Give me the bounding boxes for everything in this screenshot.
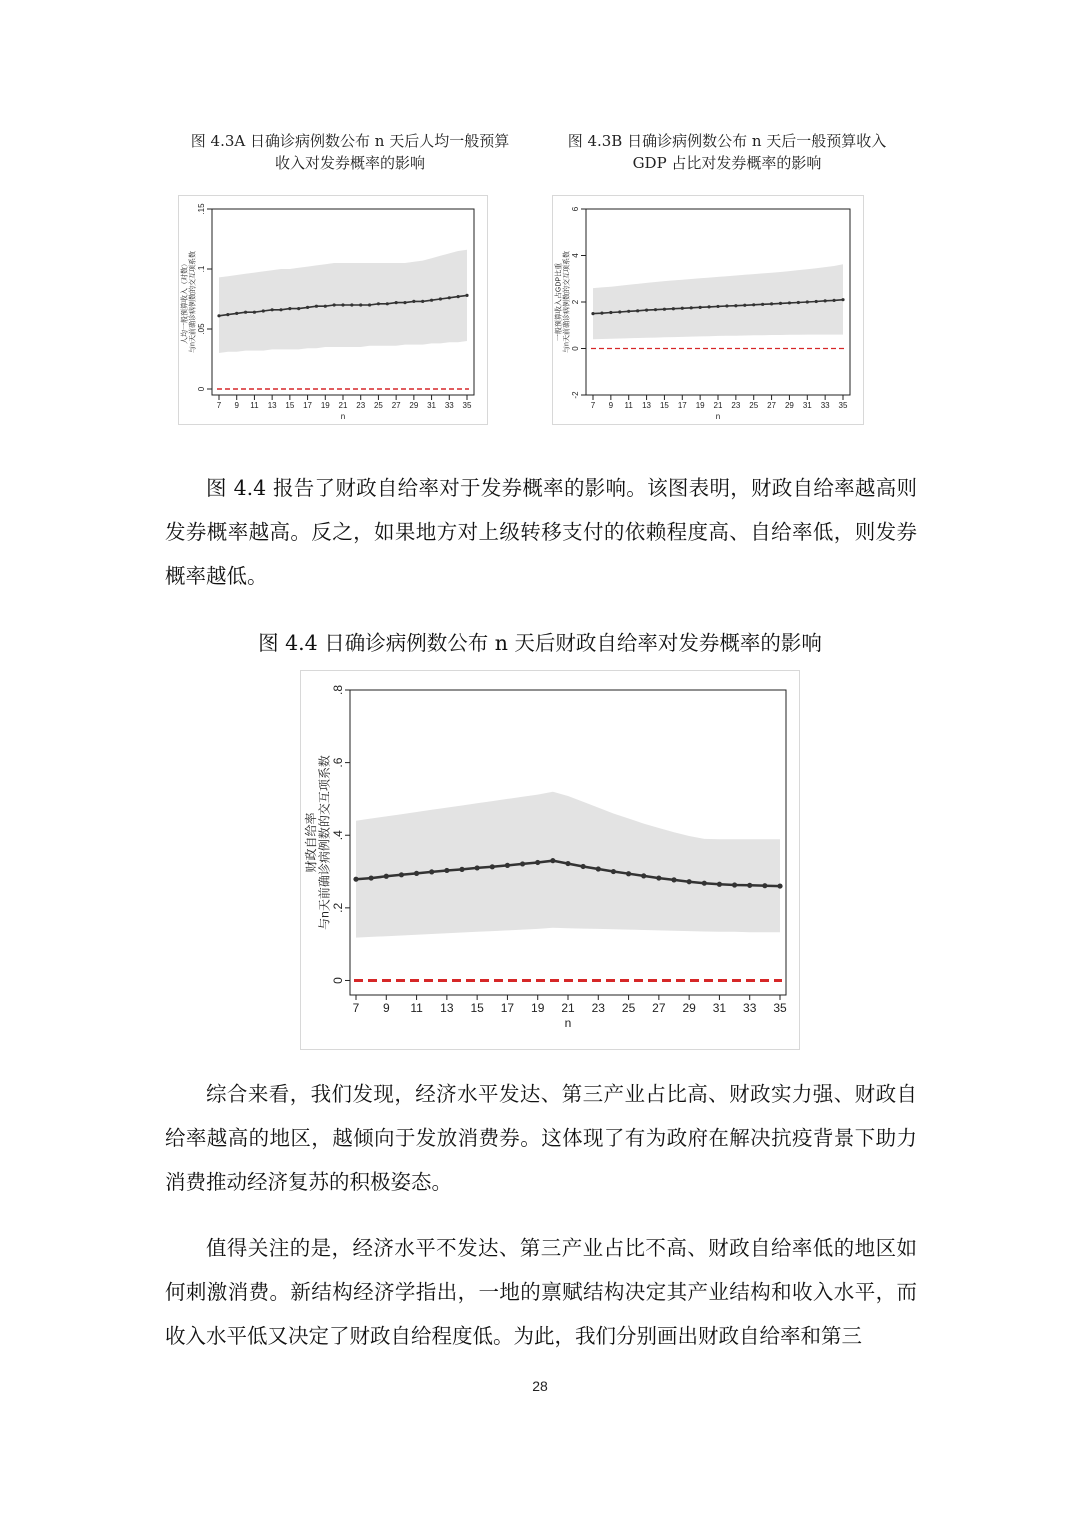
x-tick-label: 15 <box>659 401 669 410</box>
x-tick-label: 31 <box>802 401 812 410</box>
y-tick-label: .1 <box>197 265 206 273</box>
y-tick-label: .15 <box>197 203 206 215</box>
x-tick-label: 25 <box>373 401 383 410</box>
coefficient-point <box>429 869 434 874</box>
coefficient-point <box>430 299 433 302</box>
x-tick-label: 23 <box>591 1001 605 1015</box>
coefficient-point <box>752 303 755 306</box>
coefficient-point <box>226 313 229 316</box>
coefficient-point <box>475 865 480 870</box>
x-tick-label: 17 <box>677 401 687 410</box>
x-tick-label: 23 <box>731 401 741 410</box>
y-tick-label: .8 <box>331 684 345 696</box>
coefficient-point <box>656 875 661 880</box>
paragraph-3 <box>165 1226 917 1358</box>
coefficient-point <box>609 311 612 314</box>
coefficient-point <box>687 879 692 884</box>
coefficient-point <box>262 309 265 312</box>
coefficient-point <box>439 297 442 300</box>
coefficient-point <box>681 307 684 310</box>
x-axis-label: n <box>340 412 346 421</box>
coefficient-point <box>315 305 318 308</box>
x-tick-label: 33 <box>444 401 454 410</box>
x-tick-label: 21 <box>561 1001 575 1015</box>
y-tick-label: 6 <box>571 206 580 212</box>
coefficient-point <box>797 301 800 304</box>
x-tick-label: 15 <box>470 1001 484 1015</box>
coefficient-point <box>565 861 570 866</box>
coefficient-point <box>359 303 362 306</box>
y-tick-label: .4 <box>331 830 345 841</box>
coefficient-point <box>600 312 603 315</box>
x-tick-label: 13 <box>642 401 652 410</box>
coefficient-point <box>459 867 464 872</box>
coefficient-point <box>395 301 398 304</box>
coefficient-point <box>770 302 773 305</box>
coefficient-point <box>448 296 451 299</box>
coefficient-point <box>244 311 247 314</box>
x-tick-label: 11 <box>250 401 259 410</box>
x-tick-label: 7 <box>590 401 596 410</box>
coefficient-point <box>288 307 291 310</box>
coefficient-point <box>641 873 646 878</box>
coefficient-point <box>457 295 460 298</box>
x-tick-label: 35 <box>462 401 472 410</box>
coefficient-point <box>699 306 702 309</box>
x-tick-label: 27 <box>767 401 777 410</box>
coefficient-point <box>627 310 630 313</box>
paragraph-2 <box>165 1072 917 1204</box>
coefficient-point <box>369 875 374 880</box>
coefficient-point <box>465 294 468 297</box>
coefficient-point <box>535 860 540 865</box>
coefficient-point <box>444 868 449 873</box>
y-tick-label: .2 <box>331 902 345 913</box>
x-tick-label: 13 <box>440 1001 454 1015</box>
coefficient-point <box>253 311 256 314</box>
y-tick-label: .6 <box>331 757 345 768</box>
y-axis-label-line1: 一般预算收入占GDP比重 <box>555 262 563 342</box>
coefficient-point <box>384 874 389 879</box>
figure-b-caption-line1: 图 4.3B 日确诊病例数公布 n 天后一般预算收入 <box>567 132 887 150</box>
x-tick-label: 35 <box>838 401 848 410</box>
coefficient-point <box>377 302 380 305</box>
paragraph-2-text: 综合来看，我们发现，经济水平发达、第三产业占比高、财政实力强、财政自给率越高的地区，越倾向于发放消费券。这体现了有为政府在解决抗疫背景下助力消费推动经济复苏的积极姿态。 <box>165 1082 917 1194</box>
coefficient-point <box>581 864 586 869</box>
coefficient-point <box>412 300 415 303</box>
coefficient-point <box>421 300 424 303</box>
x-tick-label: 33 <box>820 401 830 410</box>
coefficient-point <box>671 877 676 882</box>
figure-main-title: 图 4.4 日确诊病例数公布 n 天后财政自给率对发券概率的影响 <box>258 631 822 655</box>
coefficient-point <box>297 307 300 310</box>
y-axis-label-line2: 与n天前确诊病例数的交互项系数 <box>317 755 332 930</box>
y-tick-label: 4 <box>571 253 580 258</box>
coefficient-point <box>235 312 238 315</box>
coefficient-point <box>618 310 621 313</box>
x-tick-label: 31 <box>427 401 437 410</box>
coefficient-point <box>341 303 344 306</box>
coefficient-point <box>716 305 719 308</box>
coefficient-point <box>747 883 752 888</box>
x-tick-label: 9 <box>382 1001 390 1015</box>
coefficient-point <box>732 882 737 887</box>
coefficient-point <box>611 869 616 874</box>
coefficient-point <box>761 303 764 306</box>
coefficient-point <box>672 307 675 310</box>
coefficient-point <box>505 863 510 868</box>
x-tick-label: 7 <box>216 401 222 410</box>
coefficient-point <box>306 306 309 309</box>
coefficient-point <box>386 302 389 305</box>
y-tick-label: -2 <box>571 391 580 399</box>
x-tick-label: 21 <box>338 401 348 410</box>
x-tick-label: 19 <box>695 401 705 410</box>
coefficient-point <box>550 858 555 863</box>
coefficient-point <box>734 304 737 307</box>
coefficient-point <box>832 299 835 302</box>
coefficient-point <box>217 314 220 317</box>
paragraph-1 <box>165 466 917 598</box>
x-axis-label: n <box>715 412 721 421</box>
coefficient-point <box>399 872 404 877</box>
x-tick-label: 19 <box>320 401 330 410</box>
coefficient-point <box>654 308 657 311</box>
x-tick-label: 25 <box>621 1001 636 1015</box>
x-tick-label: 11 <box>624 401 633 410</box>
coefficient-point <box>414 871 419 876</box>
coefficient-point <box>824 299 827 302</box>
chart-main <box>300 670 800 1050</box>
chart-a <box>178 195 488 425</box>
coefficient-point <box>841 298 844 301</box>
coefficient-point <box>490 864 495 869</box>
paragraph-3-text: 值得关注的是，经济水平不发达、第三产业占比不高、财政自给率低的地区如何刺激消费。新结构经济学指出，一地的禀赋结构决定其产业结构和收入水平，而收入水平低又决定了财政自给程度低。为此，我们分别画出财政自给率和第三 <box>165 1236 917 1348</box>
x-tick-label: 9 <box>234 401 239 410</box>
x-tick-label: 9 <box>608 401 614 410</box>
y-tick-label: .05 <box>197 323 206 335</box>
figure-a-caption-line1: 图 4.3A 日确诊病例数公布 n 天后人均一般预算 <box>190 132 510 150</box>
x-tick-label: 27 <box>391 401 401 410</box>
figure-b-caption <box>540 130 914 174</box>
x-tick-label: 17 <box>500 1001 515 1015</box>
coefficient-point <box>368 303 371 306</box>
coefficient-point <box>350 303 353 306</box>
x-tick-label: 13 <box>267 401 277 410</box>
x-tick-label: 19 <box>531 1001 545 1015</box>
coefficient-point <box>717 882 722 887</box>
coefficient-point <box>707 305 710 308</box>
x-tick-label: 31 <box>712 1001 727 1015</box>
y-axis-label-line2: 与n天前确诊病例数的交互项系数 <box>189 251 197 353</box>
coefficient-point <box>626 871 631 876</box>
coefficient-point <box>591 312 594 315</box>
x-tick-label: 33 <box>743 1001 757 1015</box>
coefficient-point <box>690 306 693 309</box>
x-tick-label: 27 <box>652 1001 666 1015</box>
coefficient-point <box>777 883 782 888</box>
y-tick-label: 0 <box>571 346 580 351</box>
y-tick-label: 0 <box>331 977 345 984</box>
coefficient-point <box>636 309 639 312</box>
x-tick-label: 15 <box>285 401 295 410</box>
coefficient-point <box>403 301 406 304</box>
x-tick-label: 35 <box>773 1001 787 1015</box>
y-axis-label-line1: 人均一般预算收入（对数） <box>181 260 189 344</box>
coefficient-point <box>815 300 818 303</box>
coefficient-point <box>743 304 746 307</box>
x-tick-label: 17 <box>303 401 313 410</box>
coefficient-point <box>324 305 327 308</box>
y-tick-label: 0 <box>197 386 206 392</box>
coefficient-point <box>725 304 728 307</box>
coefficient-point <box>596 866 601 871</box>
coefficient-point <box>663 308 666 311</box>
x-tick-label: 25 <box>749 401 759 410</box>
x-tick-label: 11 <box>410 1001 423 1015</box>
coefficient-point <box>279 308 282 311</box>
coefficient-point <box>520 861 525 866</box>
figure-b-caption-line2: GDP 占比对发券概率的影响 <box>632 154 822 172</box>
x-tick-label: 7 <box>352 1001 360 1015</box>
x-tick-label: 21 <box>713 401 723 410</box>
coefficient-point <box>271 308 274 311</box>
coefficient-point <box>806 300 809 303</box>
y-axis-label-line1: 财政自给率 <box>303 812 318 873</box>
x-tick-label: 29 <box>409 401 419 410</box>
coefficient-point <box>779 302 782 305</box>
paragraph-1-text: 图 4.4 报告了财政自给率对于发券概率的影响。该图表明，财政自给率越高则发券概率越高。反之，如果地方对上级转移支付的依赖程度高、自给率低，则发券概率越低。 <box>165 476 917 588</box>
coefficient-point <box>353 877 358 882</box>
coefficient-point <box>702 881 707 886</box>
x-tick-label: 29 <box>682 1001 696 1015</box>
figure-a-caption-line2: 收入对发券概率的影响 <box>274 154 425 172</box>
coefficient-point <box>788 301 791 304</box>
y-tick-label: 2 <box>571 299 580 305</box>
page-number: 28 <box>532 1378 548 1394</box>
coefficient-point <box>762 883 767 888</box>
chart-b <box>552 195 864 425</box>
coefficient-point <box>645 309 648 312</box>
x-axis-label: n <box>564 1016 572 1030</box>
coefficient-point <box>333 303 336 306</box>
y-axis-label-line2: 与n天前确诊病例数的交互项系数 <box>563 251 571 353</box>
x-tick-label: 23 <box>356 401 366 410</box>
x-tick-label: 29 <box>784 401 794 410</box>
figure-a-caption <box>160 130 540 174</box>
